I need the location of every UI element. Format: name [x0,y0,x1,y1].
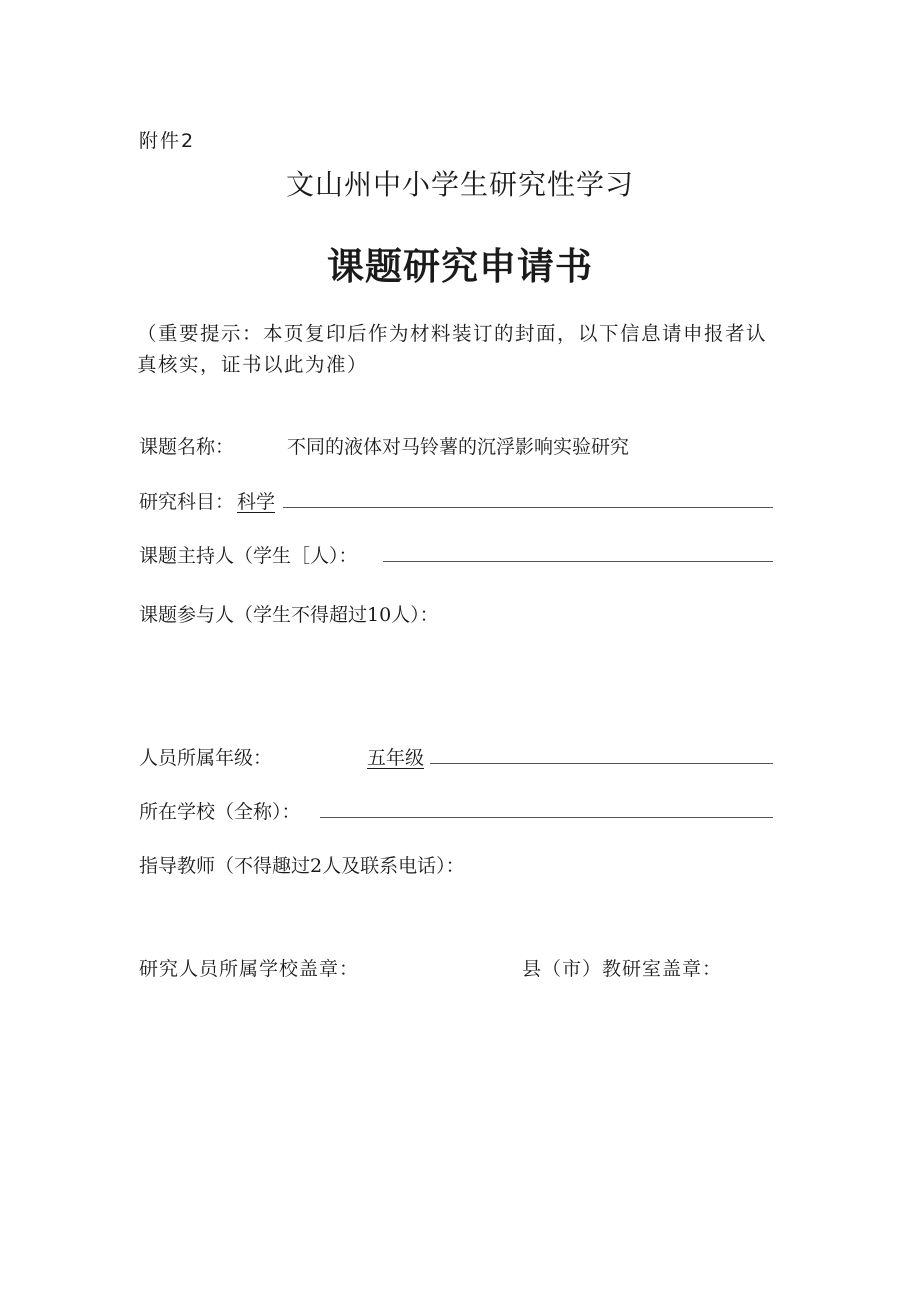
county-seal-label: 县（市）教研室盖章： [522,958,723,980]
subject-underline [283,507,773,508]
topic-name-label: 课题名称： [139,436,235,458]
advisor-label: 指导教师（不得趣过2人及联系电话）： [139,855,465,877]
grade-underline [430,763,773,764]
school-label: 所在学校（全称）： [139,801,301,823]
host-label: 课题主持人（学生［人）： [139,545,358,567]
school-seal-label: 研究人员所属学校盖章： [139,958,360,980]
school-underline [320,817,773,818]
document-title: 课题研究申请书 [327,245,593,288]
important-notice: （重要提示：本页复印后作为材料装订的封面，以下信息请申报者认真核实，证书以此为准） [137,322,768,376]
subject-value: 科学 [237,491,276,513]
grade-value: 五年级 [367,747,425,769]
subject-label: 研究科目： [139,491,235,513]
participants-label: 课题参与人（学生不得超过10人）： [139,604,439,626]
grade-label: 人员所属年级： [139,747,273,769]
topic-name-value: 不同的液体对马铃薯的沉浮影响实验研究 [287,436,630,458]
document-subtitle: 文山州中小学生研究性学习 [285,168,634,201]
host-underline [383,561,773,562]
attachment-label: 附件2 [139,130,196,152]
